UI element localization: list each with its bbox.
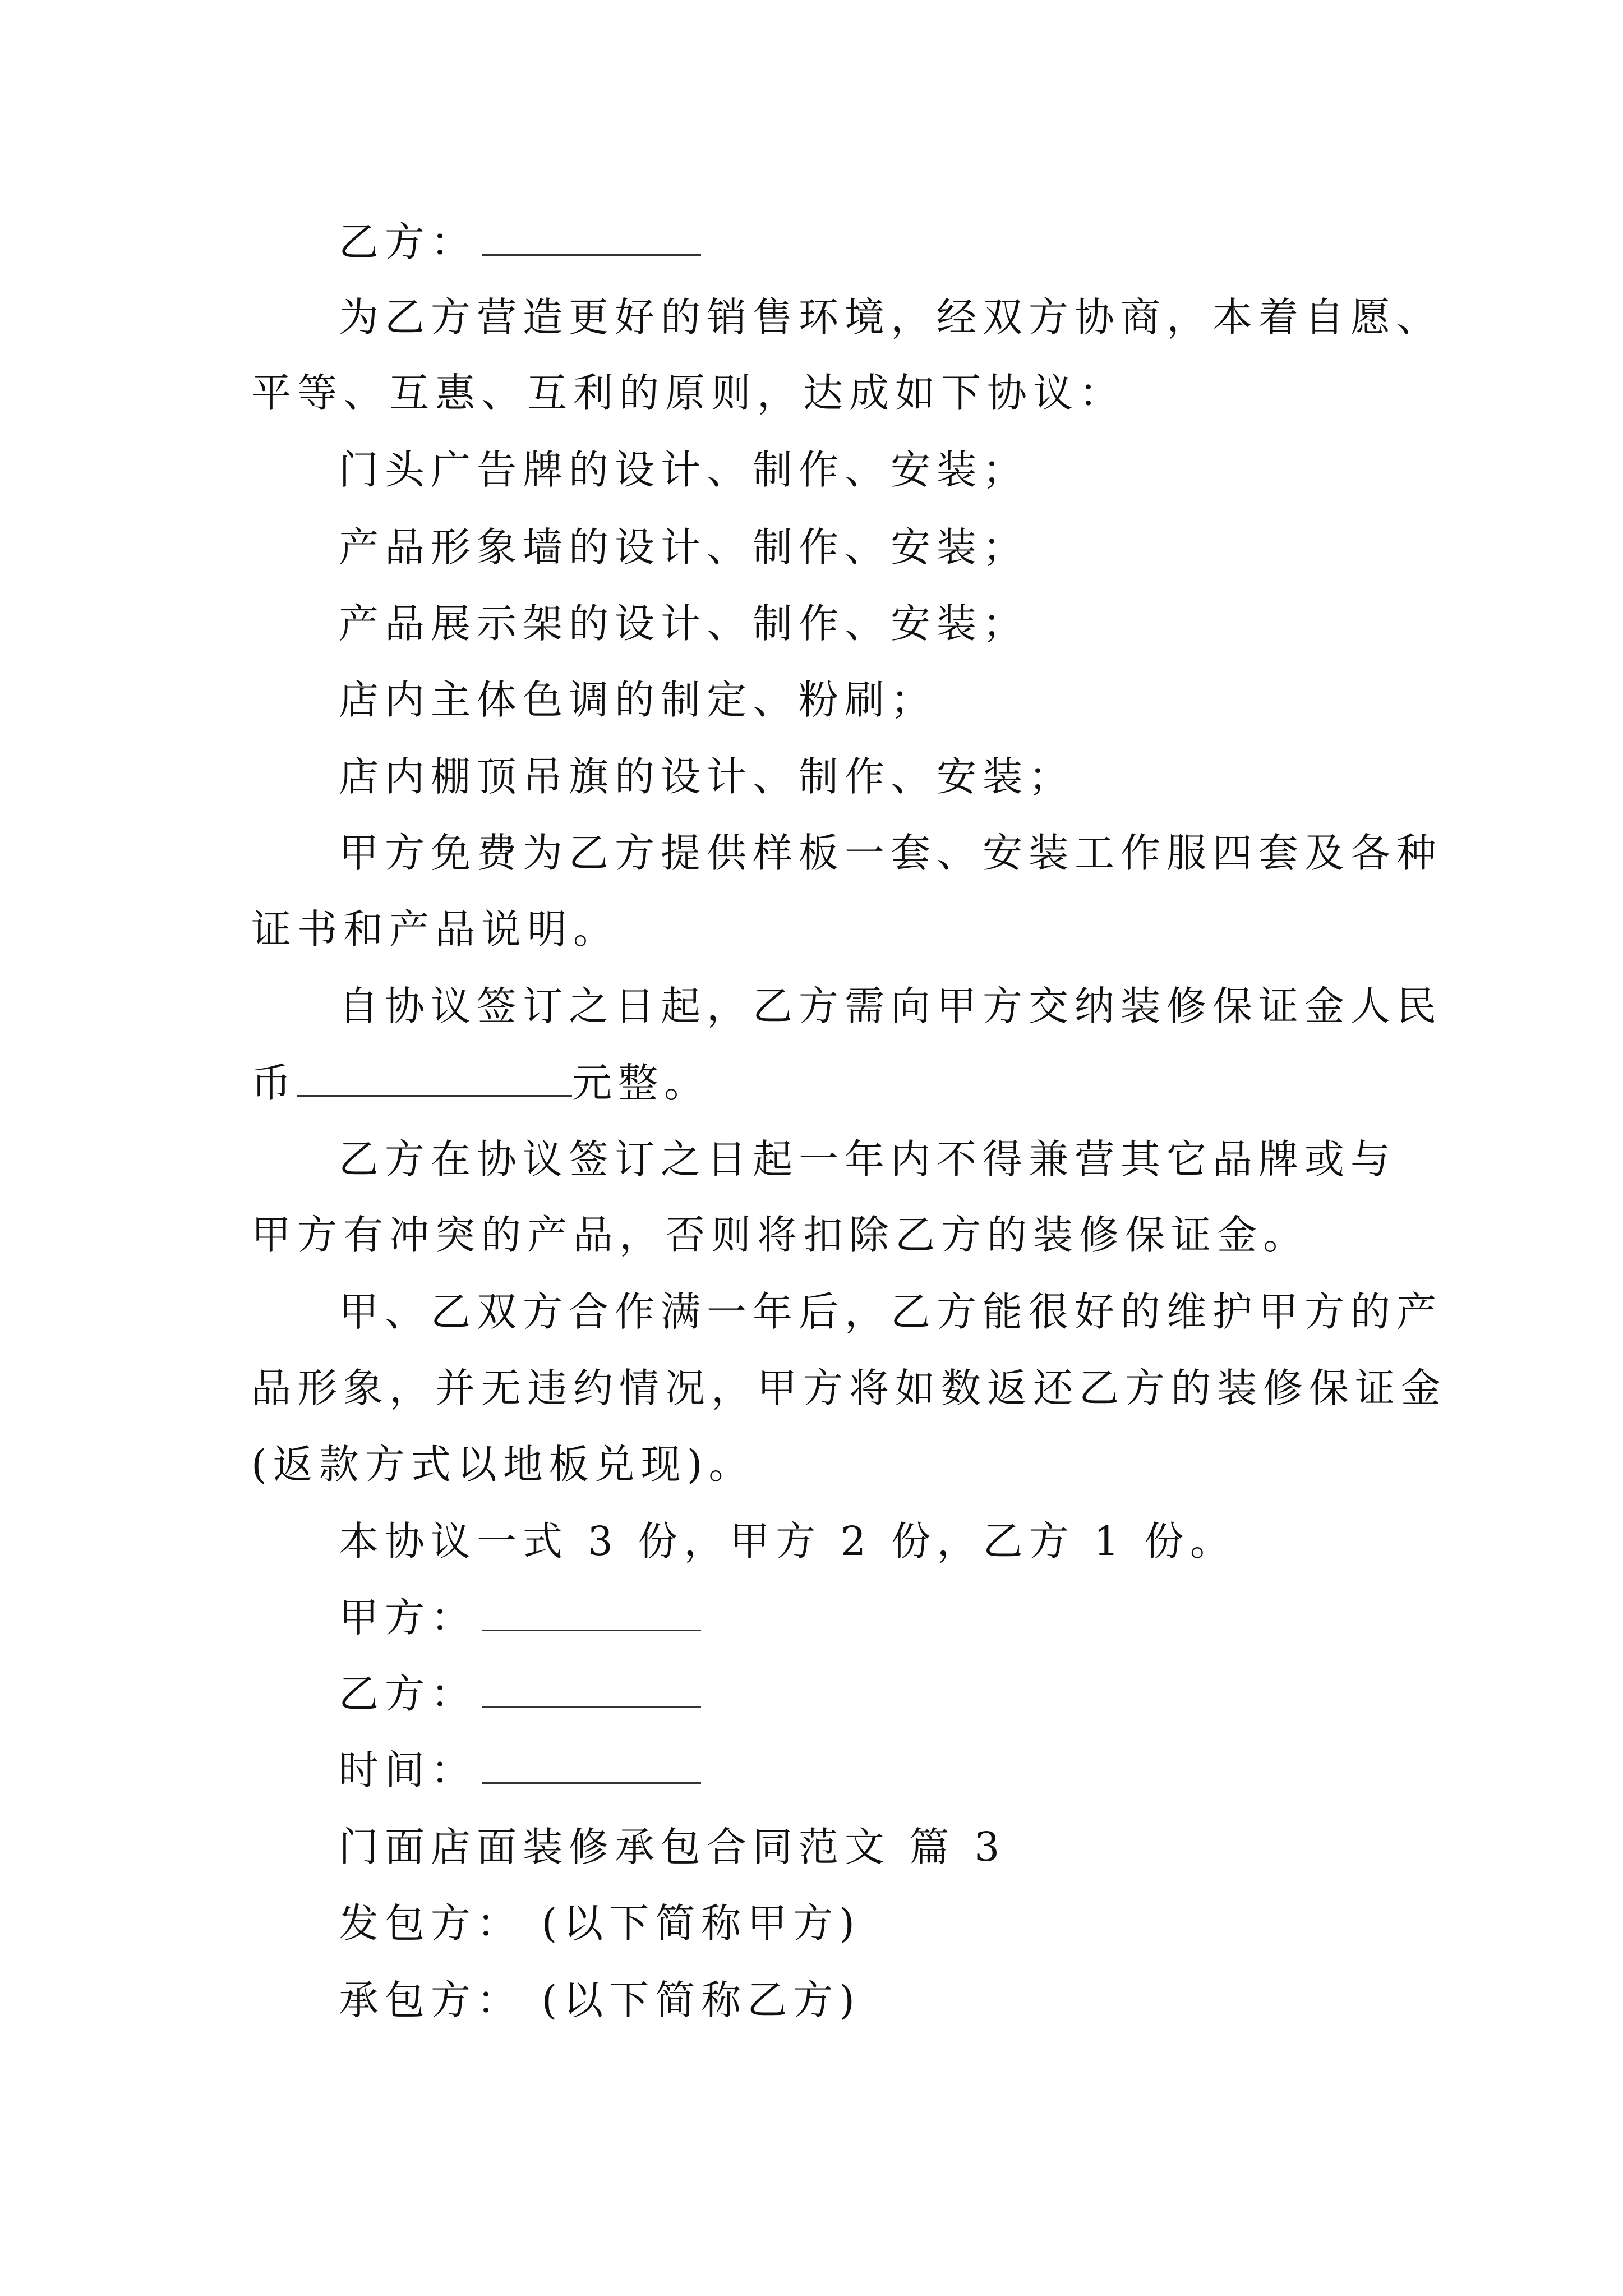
date-blank xyxy=(482,1749,701,1784)
paragraph-samples-line-1: 甲方免费为乙方提供样板一套、安装工作服四套及各种 xyxy=(339,830,1443,876)
party-a-blank xyxy=(482,1596,701,1631)
paragraph-samples-line-2: 证书和产品说明。 xyxy=(251,906,620,953)
clause-display-rack: 产品展示架的设计、制作、安装； xyxy=(339,600,1029,647)
party-a-signature-line xyxy=(339,1591,701,1645)
party-b-label-2: 乙方： xyxy=(339,1671,477,1717)
paragraph-deposit-line-2 xyxy=(251,1056,710,1110)
party-b-blank xyxy=(482,220,701,256)
clause-ceiling-flags: 店内棚顶吊旗的设计、制作、安装； xyxy=(339,753,1075,800)
paragraph-intro-line-1: 为乙方营造更好的销售环境，经双方协商，本着自愿、 xyxy=(339,294,1443,341)
paragraph-intro-line-2: 平等、互惠、互利的原则，达成如下协议： xyxy=(251,370,1126,416)
paragraph-exclusivity-line-1: 乙方在协议签订之日起一年内不得兼营其它品牌或与 xyxy=(339,1136,1397,1182)
employer-line: 发包方： (以下简称甲方) xyxy=(339,1900,861,1947)
party-b-label: 乙方： xyxy=(339,219,477,265)
date-signature-line xyxy=(339,1743,701,1797)
party-a-label: 甲方： xyxy=(339,1594,477,1641)
deposit-amount-blank xyxy=(297,1061,572,1097)
section-heading: 门面店面装修承包合同范文 篇 3 xyxy=(339,1824,1006,1870)
paragraph-refund-line-3: (返款方式以地板兑现)。 xyxy=(251,1441,755,1488)
paragraph-copies: 本协议一式 3 份，甲方 2 份，乙方 1 份。 xyxy=(339,1518,1236,1565)
contractor-line: 承包方： (以下简称乙方) xyxy=(339,1977,861,2023)
date-label: 时间： xyxy=(339,1747,477,1793)
party-b-blank-2 xyxy=(482,1672,701,1708)
clause-main-color: 店内主体色调的制定、粉刷； xyxy=(339,677,937,723)
paragraph-refund-line-2: 品形象，并无违约情况，甲方将如数返还乙方的装修保证金 xyxy=(251,1365,1447,1411)
paragraph-refund-line-1: 甲、乙双方合作满一年后，乙方能很好的维护甲方的产 xyxy=(339,1289,1443,1335)
paragraph-exclusivity-line-2: 甲方有冲突的产品，否则将扣除乙方的装修保证金。 xyxy=(251,1212,1310,1258)
paragraph-deposit-line-1: 自协议签订之日起，乙方需向甲方交纳装修保证金人民 xyxy=(339,983,1443,1029)
party-b-signature-line-2 xyxy=(339,1667,701,1721)
currency-prefix: 币 xyxy=(251,1060,298,1106)
party-b-signature-line xyxy=(339,215,701,269)
currency-suffix: 元整。 xyxy=(572,1060,711,1106)
clause-image-wall: 产品形象墙的设计、制作、安装； xyxy=(339,524,1029,570)
clause-door-signboard: 门头广告牌的设计、制作、安装； xyxy=(339,447,1029,493)
